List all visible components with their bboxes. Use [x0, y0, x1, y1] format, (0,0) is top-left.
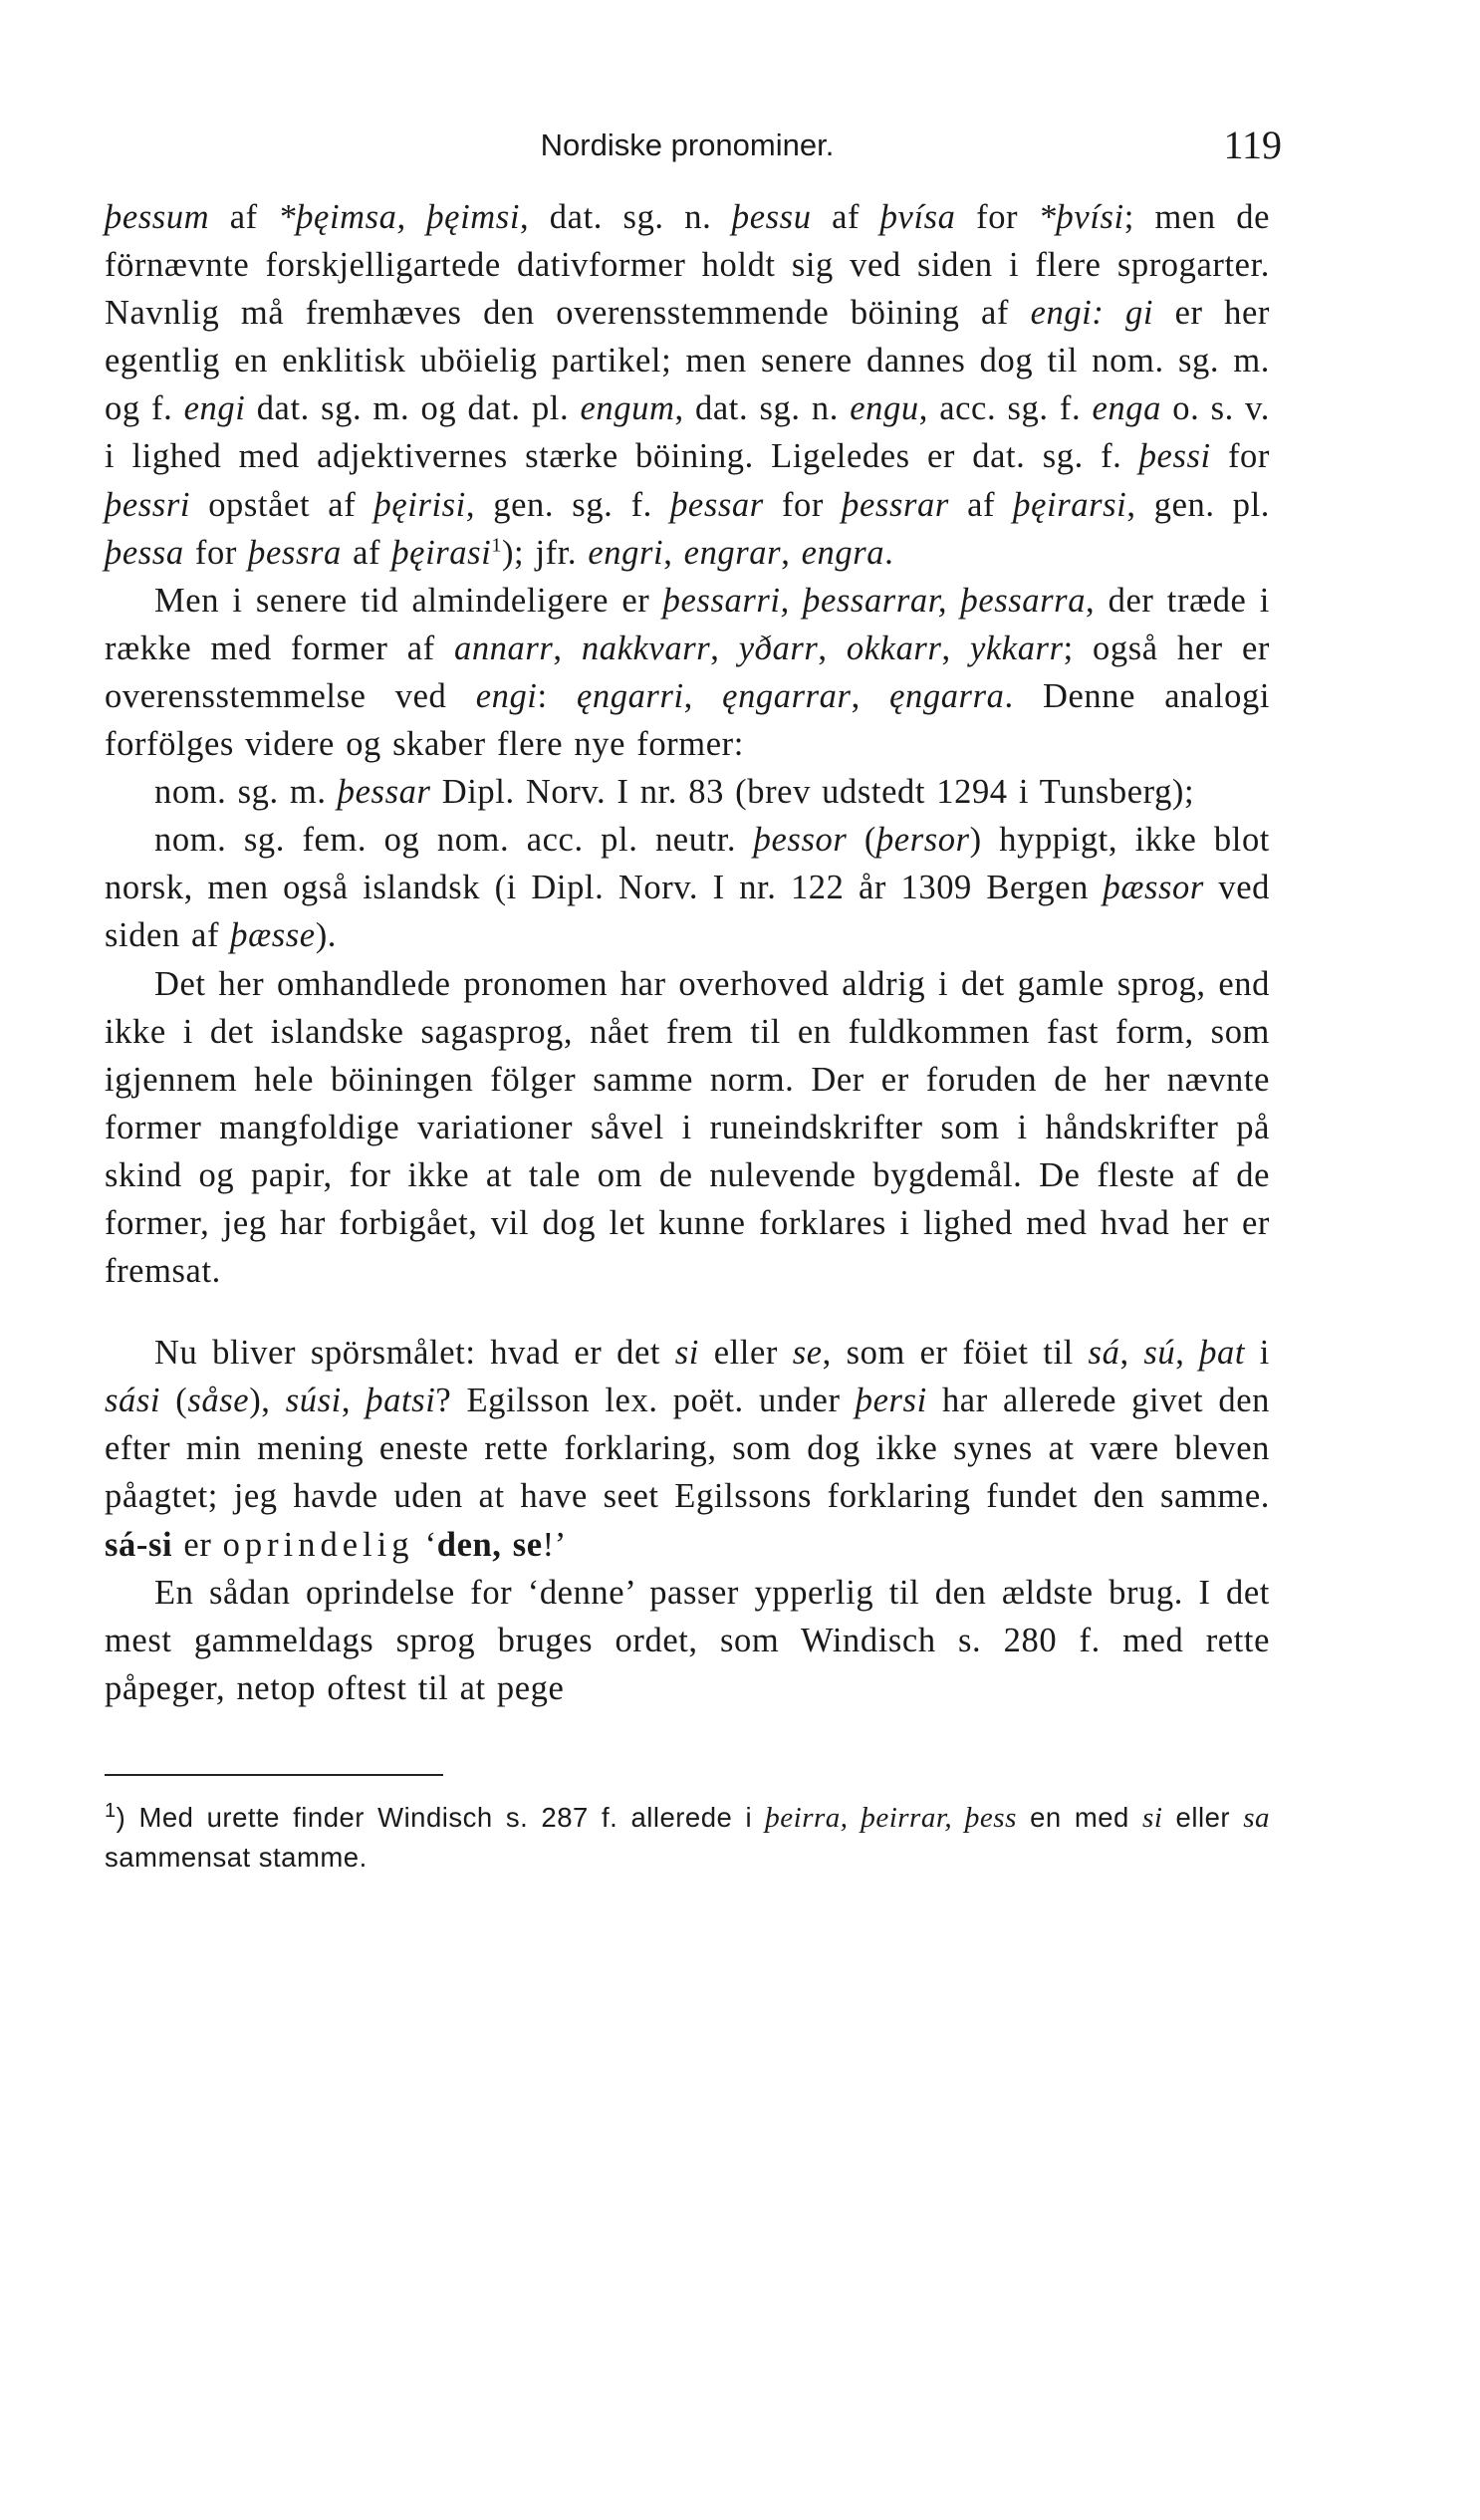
- word: si: [1142, 1801, 1163, 1834]
- word: þæssor: [1103, 869, 1204, 907]
- word: engu: [850, 389, 919, 428]
- text: af: [948, 485, 1014, 524]
- paragraph-3: [105, 768, 1270, 816]
- text: ? Egilsson lex. poët. under: [435, 1382, 856, 1420]
- text: ,: [553, 629, 582, 667]
- text: . Denne analogi forfölges videre og skaber flere nye former:: [105, 676, 1271, 764]
- word: sa: [1243, 1801, 1271, 1834]
- text: ,: [851, 676, 890, 715]
- word: þessi: [1138, 437, 1211, 476]
- word: sá: [1088, 1334, 1120, 1373]
- text: dat. sg. m. og dat. pl.: [245, 389, 581, 428]
- text: i: [1245, 1334, 1270, 1373]
- text: ‘: [413, 1525, 437, 1564]
- word: þęirisi: [373, 485, 466, 524]
- footnote-marker: 1: [491, 534, 502, 557]
- text: for: [955, 198, 1039, 236]
- word: yðarr: [738, 629, 819, 667]
- text: o. s. v. i lighed med adjektivernes stærke böining. Ligeledes er dat. sg. f.: [105, 389, 1270, 476]
- word: si: [674, 1334, 699, 1373]
- text: (: [847, 821, 876, 860]
- text: ),: [249, 1382, 286, 1420]
- word: engrar: [683, 533, 782, 572]
- word: engri: [588, 533, 664, 572]
- word: þessra: [248, 533, 342, 572]
- text: ,: [781, 533, 802, 572]
- text: !’: [542, 1525, 567, 1564]
- word: nakkvarr: [581, 629, 711, 667]
- text: :: [537, 676, 577, 715]
- paragraph-6: [105, 1329, 1270, 1568]
- text: , gen. sg. f.: [465, 485, 671, 524]
- text: af: [341, 533, 392, 572]
- text: sammensat stamme.: [105, 1841, 368, 1873]
- footnote: [105, 1798, 1270, 1877]
- word: engra: [801, 533, 885, 572]
- book-page: [105, 122, 1282, 1877]
- text: , acc. sg. f.: [918, 389, 1093, 428]
- text: ,: [1175, 1334, 1200, 1373]
- word: þessa: [105, 533, 184, 572]
- word: ęngarri: [576, 676, 684, 715]
- text: ,: [341, 1382, 367, 1420]
- text: er: [172, 1525, 223, 1564]
- paragraph-5: Det her omhandlede pronomen har overhoved aldrig i det gamle sprog, end ikke i det islandske sagasprog, nået frem til en fuldkommen fast form, som igjennem hele böiningen fölger samme norm. Der er foruden de her nævnte former mangfoldige variationer såvel i runeindskrifter som i håndskrifter på skind og papir, for ikke at tale om de nulevende bygdemål. De fleste af de former, jeg har forbigået, vil dog let kunne forklares i lighed med hvad her er fremsat.: [105, 964, 1270, 1291]
- word: þæsse: [230, 916, 316, 955]
- paragraph-7: En sådan oprindelse for ‘denne’ passer ypperlig til den ældste brug. I det mest gammeldags sprog bruges ordet, som Windisch s. 280 f. med rette påpeger, netop oftest til at pege: [105, 1573, 1270, 1707]
- word: þessarri, þessarrar, þessarra: [662, 581, 1087, 620]
- text: ; også her er overensstemmelse ved: [105, 629, 1271, 715]
- text: har allerede givet den efter min mening eneste rette forklaring, som dog ikke synes at være bleven påagtet; jeg havde uden at have seet Egilssons forklaring fundet den samme.: [105, 1382, 1270, 1516]
- text: ,: [818, 629, 847, 667]
- text: ,: [1119, 1334, 1144, 1373]
- word: þeirra, þeirrar, þess: [765, 1801, 1017, 1834]
- text: , dat. sg. n.: [674, 389, 851, 428]
- text: af: [811, 198, 880, 236]
- word: *þvísi: [1038, 198, 1124, 236]
- word: þęirarsi: [1013, 485, 1127, 524]
- text: af: [209, 198, 279, 236]
- body-text: [105, 193, 1270, 1712]
- word: þvísa: [879, 198, 956, 236]
- word: sú: [1143, 1334, 1176, 1373]
- word: súsi: [285, 1382, 342, 1420]
- text: ,: [663, 533, 684, 572]
- word: þessri: [105, 485, 191, 524]
- paragraph-2: [105, 577, 1270, 768]
- text: eller: [699, 1334, 793, 1373]
- page-header: [105, 122, 1282, 181]
- text: en med: [1016, 1801, 1143, 1833]
- word: þessar: [337, 773, 431, 812]
- footnote-number: 1: [105, 1799, 117, 1822]
- word: se: [792, 1334, 823, 1373]
- word: sási: [105, 1382, 161, 1420]
- text: nom. sg. fem. og nom. acc. pl. neutr.: [154, 821, 754, 860]
- word: ykkarr: [969, 629, 1064, 667]
- text: er her egentlig en enklitisk uböielig partikel; men senere dannes dog til nom. sg. m. og f.: [105, 294, 1270, 428]
- paragraph-4: [105, 816, 1270, 959]
- text: ved siden af: [105, 869, 1270, 955]
- word: þessu: [731, 198, 812, 236]
- word: þersor: [875, 821, 970, 860]
- text: , gen. pl.: [1126, 485, 1270, 524]
- text: opstået af: [190, 485, 374, 524]
- text: .: [884, 533, 894, 572]
- text: eller: [1162, 1801, 1244, 1833]
- word: þessar: [670, 485, 764, 524]
- text: ,: [941, 629, 970, 667]
- text: nom. sg. m.: [154, 773, 338, 812]
- word: annarr: [453, 629, 554, 667]
- bold-phrase: sá-si: [105, 1525, 173, 1564]
- word: þęirasi: [391, 533, 492, 572]
- text: ) hyppigt, ikke blot norsk, men også islandsk (i Dipl. Norv. I nr. 122 år 1309 Bergen: [105, 821, 1270, 907]
- word: þessor: [753, 821, 848, 860]
- word: engi: [183, 389, 246, 428]
- text: , dat. sg. n.: [520, 198, 732, 236]
- word: ęngarra: [889, 676, 1005, 715]
- text: ; men de förnævnte forskjelligartede dativformer holdt sig ved siden i flere sprogarter. Navnlig må fremhæves den overensstemmende böining af: [105, 198, 1271, 333]
- footnote-divider: [105, 1774, 443, 1776]
- word: okkarr: [846, 629, 942, 667]
- word: þersi: [855, 1382, 927, 1420]
- word: engi: [475, 676, 538, 715]
- bold-phrase: den, se: [436, 1525, 543, 1564]
- word: þessum: [105, 198, 210, 236]
- spaced-word: oprindelig: [222, 1525, 414, 1564]
- text: ); jfr.: [501, 533, 589, 572]
- text: , som er föiet til: [822, 1334, 1089, 1373]
- running-head: Nordiske pronominer.: [540, 127, 835, 162]
- word: engum: [580, 389, 675, 428]
- text: , der træde i række med former af: [105, 581, 1270, 667]
- text: for: [183, 533, 249, 572]
- word: ęngarrar: [722, 676, 852, 715]
- word: *þęimsa, þęimsi: [278, 198, 521, 236]
- text: for: [763, 485, 843, 524]
- word: enga: [1092, 389, 1161, 428]
- text: ,: [683, 676, 723, 715]
- page-number: 119: [1223, 123, 1282, 167]
- text: Dipl. Norv. I nr. 83 (brev udstedt 1294 i Tunsberg);: [430, 773, 1195, 812]
- text: ,: [710, 629, 739, 667]
- text: ) Med urette finder Windisch s. 287 f. allerede i: [116, 1801, 766, 1833]
- word: såse: [187, 1382, 250, 1420]
- text: Nu bliver spörsmålet: hvad er det: [154, 1334, 675, 1373]
- text: (: [160, 1382, 188, 1420]
- text: ).: [315, 916, 338, 955]
- text: for: [1210, 437, 1270, 476]
- word: þat: [1199, 1334, 1246, 1373]
- word: þessrar: [842, 485, 949, 524]
- paragraph-1: [105, 193, 1270, 577]
- word: þatsi: [366, 1382, 436, 1420]
- word: engi: gi: [1030, 294, 1154, 333]
- text: Men i senere tid almindeligere er: [154, 581, 663, 620]
